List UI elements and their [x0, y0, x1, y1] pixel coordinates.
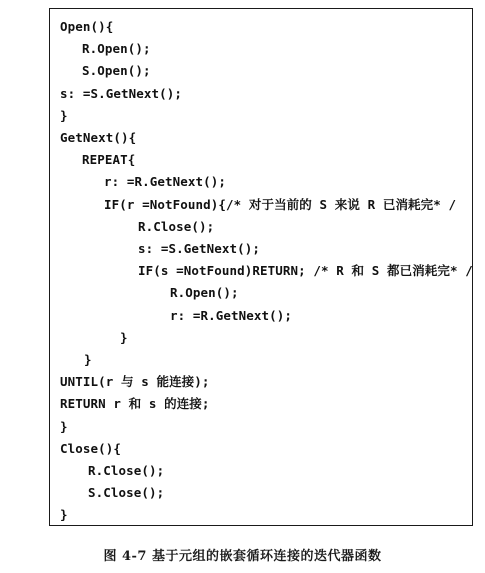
- figure-caption: 图 4-7 基于元组的嵌套循环连接的迭代器函数: [103, 549, 382, 564]
- code-line: GetNext(){: [60, 130, 137, 145]
- code-line: R.Open();: [82, 41, 151, 56]
- code-line: }: [60, 507, 68, 522]
- code-line: s: =S.GetNext();: [138, 241, 261, 256]
- code-listing-box: [49, 8, 473, 526]
- code-line: Close(){: [60, 441, 122, 456]
- code-line: s: =S.GetNext();: [60, 86, 183, 101]
- code-line: R.Open();: [170, 285, 239, 300]
- code-line: }: [60, 108, 68, 123]
- code-line: Open(){: [60, 19, 114, 34]
- code-line: r: =R.GetNext();: [104, 174, 227, 189]
- code-line: REPEAT{: [82, 152, 136, 167]
- code-line: }: [60, 419, 68, 434]
- code-line: }: [120, 330, 128, 345]
- code-line: R.Close();: [88, 463, 165, 478]
- code-line: UNTIL(r 与 s 能连接);: [60, 374, 210, 389]
- code-line: S.Open();: [82, 63, 151, 78]
- code-line: S.Close();: [88, 485, 165, 500]
- code-line: r: =R.GetNext();: [170, 308, 293, 323]
- code-line: IF(r =NotFound){/* 对于当前的 S 来说 R 已消耗完* /: [104, 197, 457, 212]
- code-line: }: [84, 352, 92, 367]
- code-line: RETURN r 和 s 的连接;: [60, 396, 210, 411]
- code-line: IF(s =NotFound)RETURN; /* R 和 S 都已消耗完* /: [138, 263, 473, 278]
- code-line: R.Close();: [138, 219, 215, 234]
